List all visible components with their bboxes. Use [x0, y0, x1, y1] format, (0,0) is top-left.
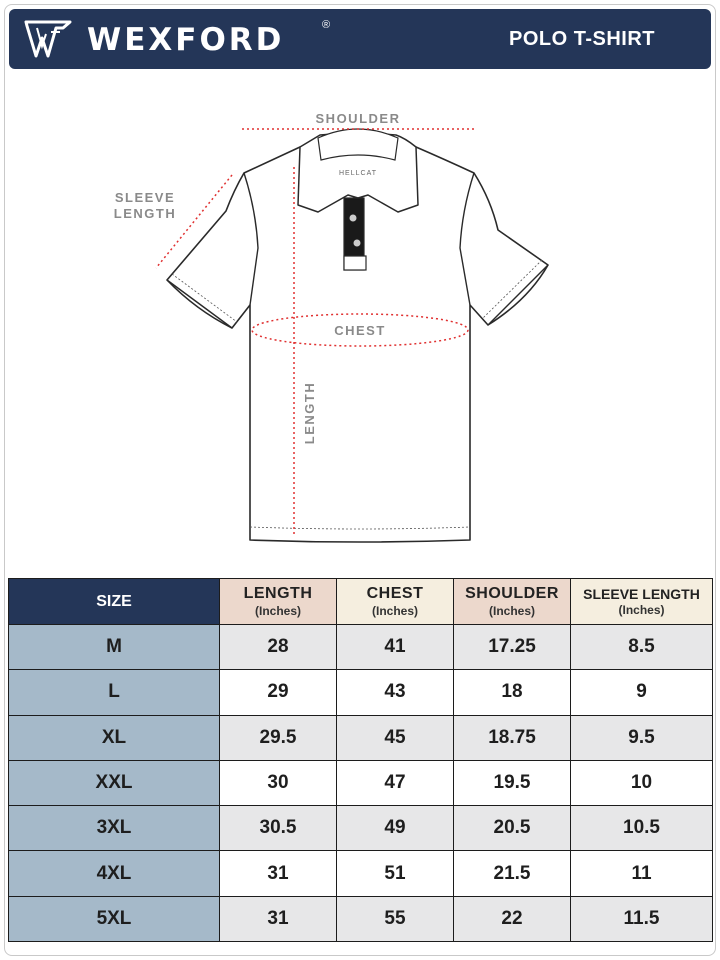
- chest-cell: 41: [337, 625, 454, 670]
- sleeve-length-cell: 8.5: [571, 625, 713, 670]
- sleeve-length-label: LENGTH: [113, 206, 177, 221]
- size-chart-table: [8, 578, 713, 942]
- size-column-header: SIZE: [9, 579, 220, 625]
- table-row: [9, 851, 713, 896]
- column-header-unit: (Inches): [254, 604, 301, 618]
- sleeve-length-cell: 9: [571, 670, 713, 715]
- column-header-unit: (Inches): [371, 604, 418, 618]
- length-cell: 29.5: [220, 715, 337, 760]
- shoulder-cell: 20.5: [454, 806, 571, 851]
- brand-name: WEXFORD: [87, 22, 285, 58]
- column-header-label: LENGTH: [243, 585, 313, 602]
- shoulder-cell: 17.25: [454, 625, 571, 670]
- table-row: [9, 715, 713, 760]
- chest-cell: 43: [337, 670, 454, 715]
- chest-cell: 49: [337, 806, 454, 851]
- size-cell: L: [9, 670, 220, 715]
- length-column-header: [220, 579, 337, 625]
- size-cell: XL: [9, 715, 220, 760]
- shoulder-cell: 18: [454, 670, 571, 715]
- registered-mark: ®: [322, 19, 331, 31]
- chest-label: CHEST: [334, 323, 386, 338]
- header-bar: [9, 9, 711, 69]
- sleeve-length-label: SLEEVE: [114, 190, 176, 205]
- size-cell: M: [9, 625, 220, 670]
- button-icon: [349, 214, 357, 222]
- sleeve-length-cell: 10: [571, 760, 713, 805]
- shoulder-cell: 19.5: [454, 760, 571, 805]
- size-cell: XXL: [9, 760, 220, 805]
- chest-cell: 55: [337, 896, 454, 941]
- sleeve-length-cell: 9.5: [571, 715, 713, 760]
- length-cell: 28: [220, 625, 337, 670]
- shoulder-column-header: [454, 579, 571, 625]
- column-header-label: SLEEVE LENGTH: [583, 586, 700, 602]
- sleeve-length-cell: 11: [571, 851, 713, 896]
- table-row: [9, 670, 713, 715]
- chest-cell: 47: [337, 760, 454, 805]
- size-cell: 3XL: [9, 806, 220, 851]
- product-title: POLO T-SHIRT: [509, 28, 655, 50]
- length-cell: 31: [220, 851, 337, 896]
- column-header-label: SHOULDER: [465, 585, 559, 602]
- chest-cell: 45: [337, 715, 454, 760]
- shoulder-cell: 21.5: [454, 851, 571, 896]
- length-label: LENGTH: [302, 381, 317, 445]
- column-header-unit: (Inches): [488, 604, 535, 618]
- shoulder-cell: 22: [454, 896, 571, 941]
- sleeve-length-cell: 10.5: [571, 806, 713, 851]
- table-header-row: [9, 579, 713, 625]
- shoulder-cell: 18.75: [454, 715, 571, 760]
- column-header-label: CHEST: [366, 585, 424, 602]
- shoulder-label: SHOULDER: [315, 111, 401, 126]
- size-cell: 4XL: [9, 851, 220, 896]
- size-cell: 5XL: [9, 896, 220, 941]
- table-row: [9, 760, 713, 805]
- collar-tag-text: HELLCAT: [339, 170, 377, 177]
- sleeve-length-cell: 11.5: [571, 896, 713, 941]
- wexford-w-logo-icon: [23, 16, 73, 62]
- table-row: [9, 625, 713, 670]
- length-cell: 31: [220, 896, 337, 941]
- chest-column-header: [337, 579, 454, 625]
- length-cell: 30: [220, 760, 337, 805]
- table-row: [9, 806, 713, 851]
- button-icon: [353, 239, 361, 247]
- length-cell: 30.5: [220, 806, 337, 851]
- length-cell: 29: [220, 670, 337, 715]
- table-row: [9, 896, 713, 941]
- chest-cell: 51: [337, 851, 454, 896]
- sleeve-length-column-header: [571, 579, 713, 625]
- column-header-unit: (Inches): [618, 603, 665, 617]
- polo-shirt-outline-icon: [0, 80, 720, 560]
